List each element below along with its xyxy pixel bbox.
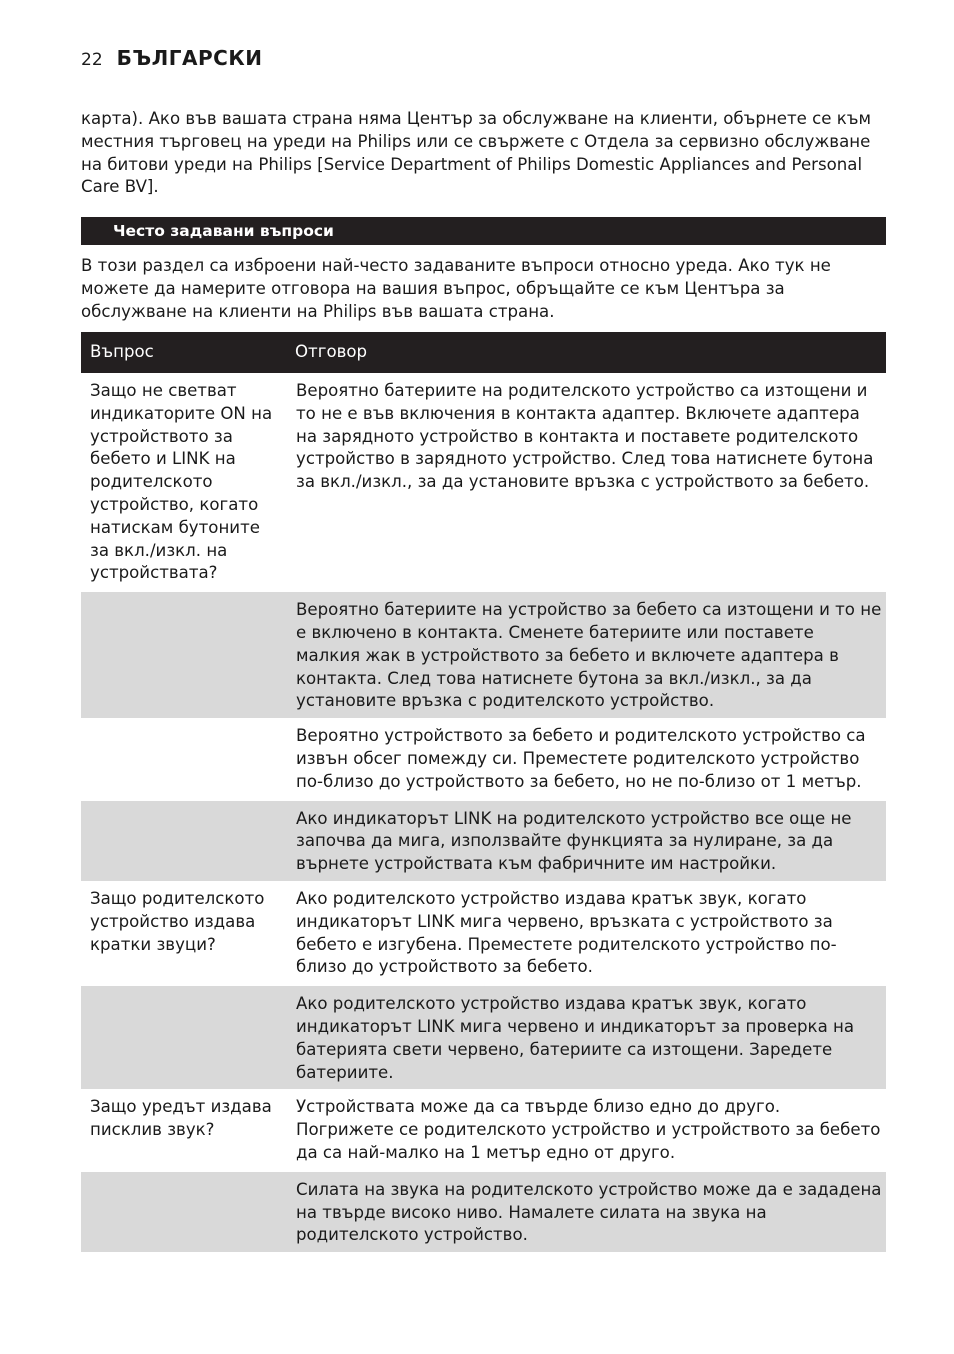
- question-column-header: Въпрос: [81, 332, 286, 374]
- faq-table: [81, 332, 886, 1254]
- answer-column-header: Отговор: [286, 332, 886, 374]
- faq-row: [81, 882, 886, 985]
- section-heading-bar: [81, 217, 886, 245]
- faq-answer-cell: Вероятно батериите на устройство за бебето са изтощени и то не е включено в контакта. Сменете батериите или поставете малкия жак в устройството за бебето и включете адаптера в контакта. След това натиснете бутона за вкл./изкл., за да установите връзка с родителското устройство.: [286, 591, 886, 719]
- page-header: [81, 46, 262, 70]
- faq-row: [81, 591, 886, 719]
- intro-paragraph: карта). Ако във вашата страна няма Център за обслужване на клиенти, обърнете се към местния търговец на уреди на Philips или се свържете с Отдела за сервизно обслужване на битови уреди на Philips [Service Department of Philips Domestic Appliances and Personal Care BV].: [81, 109, 871, 197]
- faq-question-cell: Защо родителското устройство издава кратки звуци?: [81, 882, 286, 985]
- faq-question-cell: [81, 1171, 286, 1253]
- faq-question-cell: [81, 591, 286, 719]
- faq-answer-cell: Ако родителското устройство издава кратък звук, когато индикаторът LINK мига червено и индикаторът за проверка на батерията свети червено, батериите са изтощени. Заредете батериите.: [286, 985, 886, 1090]
- faq-question-cell: Защо не светват индикаторите ON на устройството за бебето и LINK на родителското устройство, когато натискам бутоните за вкл./изкл. на устройствата?: [81, 374, 286, 591]
- faq-answer-cell: Ако родителското устройство издава кратък звук, когато индикаторът LINK мига червено, връзката с устройството за бебето е изгубена. Преместете родителското устройство по-близо до устройството за бебето.: [286, 882, 886, 985]
- faq-question-cell: Защо уредът издава писклив звук?: [81, 1090, 286, 1170]
- faq-question-cell: [81, 985, 286, 1090]
- faq-answer-cell: Вероятно устройството за бебето и родителското устройство са извън обсег помежду си. Преместете родителското устройство по-близо до устройството за бебето, но не по-близо от 1 метър.: [286, 719, 886, 799]
- faq-question-cell: [81, 719, 286, 799]
- faq-row: [81, 800, 886, 882]
- faq-question-cell: [81, 800, 286, 882]
- section-title: Често задавани въпроси: [113, 222, 334, 240]
- page-number: 22: [81, 50, 103, 70]
- faq-row: [81, 1090, 886, 1170]
- faq-row: [81, 374, 886, 591]
- faq-row: [81, 1171, 886, 1253]
- faq-row: [81, 985, 886, 1090]
- faq-answer-cell: Силата на звука на родителското устройство може да е зададена на твърде високо ниво. Намалете силата на звука на родителското устройство.: [286, 1171, 886, 1253]
- faq-table-header-row: [81, 332, 886, 374]
- faq-answer-cell: Ако индикаторът LINK на родителското устройство все още не започва да мига, използвайте функцията за нулиране, за да върнете устройствата към фабричните им настройки.: [286, 800, 886, 882]
- section-intro-paragraph: В този раздел са изброени най-често задаваните въпроси относно уреда. Ако тук не можете да намерите отговора на вашия въпрос, обръщайте се към Центъра за обслужване на клиенти на Philips във вашата страна.: [81, 256, 831, 321]
- faq-answer-cell: Устройствата може да са твърде близо едно до друго. Погрижете се родителското устройство и устройството за бебето да са най-малко на 1 метър едно от друго.: [286, 1090, 886, 1170]
- faq-answer-cell: Вероятно батериите на родителското устройство са изтощени и то не е във включения в контакта адаптер. Включете адаптера на зарядното устройство в контакта и поставете родителското устройство в зарядното устройство. След това натиснете бутона за вкл./изкл., за да установите връзка с устройството за бебето.: [286, 374, 886, 591]
- page-language-title: БЪЛГАРСКИ: [116, 46, 263, 70]
- faq-row: [81, 719, 886, 799]
